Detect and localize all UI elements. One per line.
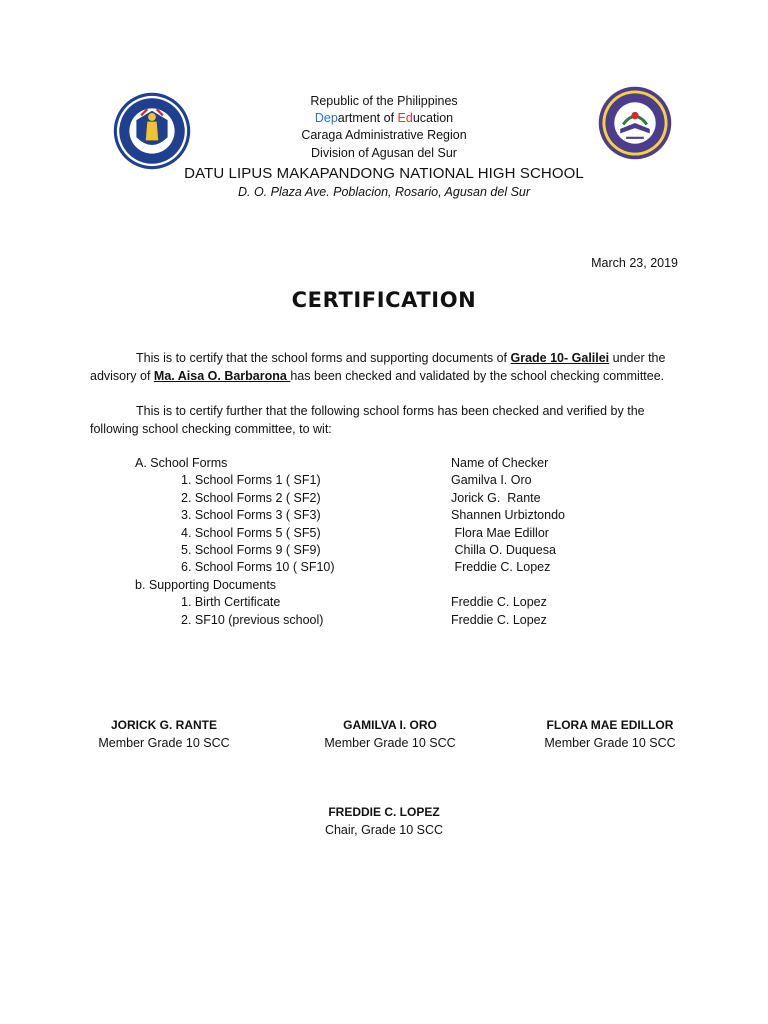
dept-part-1: Dep xyxy=(314,111,338,126)
signatory-role: Member Grade 10 SCC xyxy=(544,736,676,750)
signatory-name: FREDDIE C. LOPEZ xyxy=(328,805,440,819)
document-date: March 23, 2019 xyxy=(591,256,678,270)
signatory-block xyxy=(510,716,710,752)
list-item: 1. Birth Certificate xyxy=(181,595,281,610)
document-title: CERTIFICATION xyxy=(291,288,477,312)
paragraph-certify xyxy=(90,350,682,385)
signatory-block xyxy=(64,716,264,752)
signatory-role: Member Grade 10 SCC xyxy=(324,736,456,750)
adviser-name: Ma. Aisa O. Barbarona xyxy=(153,368,291,383)
signatory-block xyxy=(290,716,490,752)
checker-name: Freddie C. Lopez xyxy=(451,560,551,575)
grade-section: Grade 10- Galilei xyxy=(510,351,610,365)
header-division: Division of Agusan del Sur xyxy=(311,145,457,160)
checker-name: Jorick G. Rante xyxy=(451,490,541,505)
signatory-role: Chair, Grade 10 SCC xyxy=(324,823,444,837)
checker-name: Gamilva I. Oro xyxy=(451,473,532,488)
dept-part-3: Ed xyxy=(397,111,413,126)
forms-list xyxy=(135,455,335,629)
p2-text: This is to certify further that the following school forms has been checked and verified by the following school checking committee, to wit: xyxy=(90,404,645,436)
checker-heading: Name of Checker xyxy=(451,456,549,470)
header-department xyxy=(0,110,768,127)
checker-name: Flora Mae Edillor xyxy=(451,525,549,540)
signatory-name: FLORA MAE EDILLOR xyxy=(546,718,674,732)
list-item: 1. School Forms 1 ( SF1) xyxy=(181,473,321,488)
dept-part-4: ucation xyxy=(412,111,454,126)
document-header xyxy=(0,93,768,201)
list-item: 5. School Forms 9 ( SF9) xyxy=(181,543,321,558)
checker-name: Freddie C. Lopez xyxy=(451,595,547,610)
checker-name: Chilla O. Duquesa xyxy=(451,543,556,558)
list-item: 3. School Forms 3 ( SF3) xyxy=(181,508,321,523)
p1-text-1: This is to certify that the school forms and supporting documents of xyxy=(136,351,511,365)
signatory-role: Member Grade 10 SCC xyxy=(98,736,230,750)
checkers-list xyxy=(451,455,565,629)
paragraph-certify-further xyxy=(90,403,682,438)
list-item: 4. School Forms 5 ( SF5) xyxy=(181,525,321,540)
section-a-heading: A. School Forms xyxy=(135,456,228,470)
list-item: 2. School Forms 2 ( SF2) xyxy=(181,490,321,505)
p1-text-2: under the advisory of xyxy=(90,351,666,383)
school-address: D. O. Plaza Ave. Poblacion, Rosario, Agusan del Sur xyxy=(237,184,531,199)
checker-name: Freddie C. Lopez xyxy=(451,612,547,627)
signatory-name: GAMILVA I. ORO xyxy=(343,718,437,732)
list-item: 2. SF10 (previous school) xyxy=(181,612,324,627)
signatory-name: JORICK G. RANTE xyxy=(110,718,217,732)
list-item: 6. School Forms 10 ( SF10) xyxy=(181,560,335,575)
section-b-heading: b. Supporting Documents xyxy=(135,577,277,592)
checker-name: Shannen Urbiztondo xyxy=(451,508,565,523)
header-republic: Republic of the Philippines xyxy=(310,94,458,108)
p1-text-3: has been checked and validated by the school checking committee. xyxy=(290,368,665,383)
signatory-block-chair xyxy=(284,803,484,839)
school-name: DATU LIPUS MAKAPANDONG NATIONAL HIGH SCHOOL xyxy=(184,164,584,182)
dept-part-2: artment of xyxy=(337,111,398,126)
header-region: Caraga Administrative Region xyxy=(301,128,467,143)
